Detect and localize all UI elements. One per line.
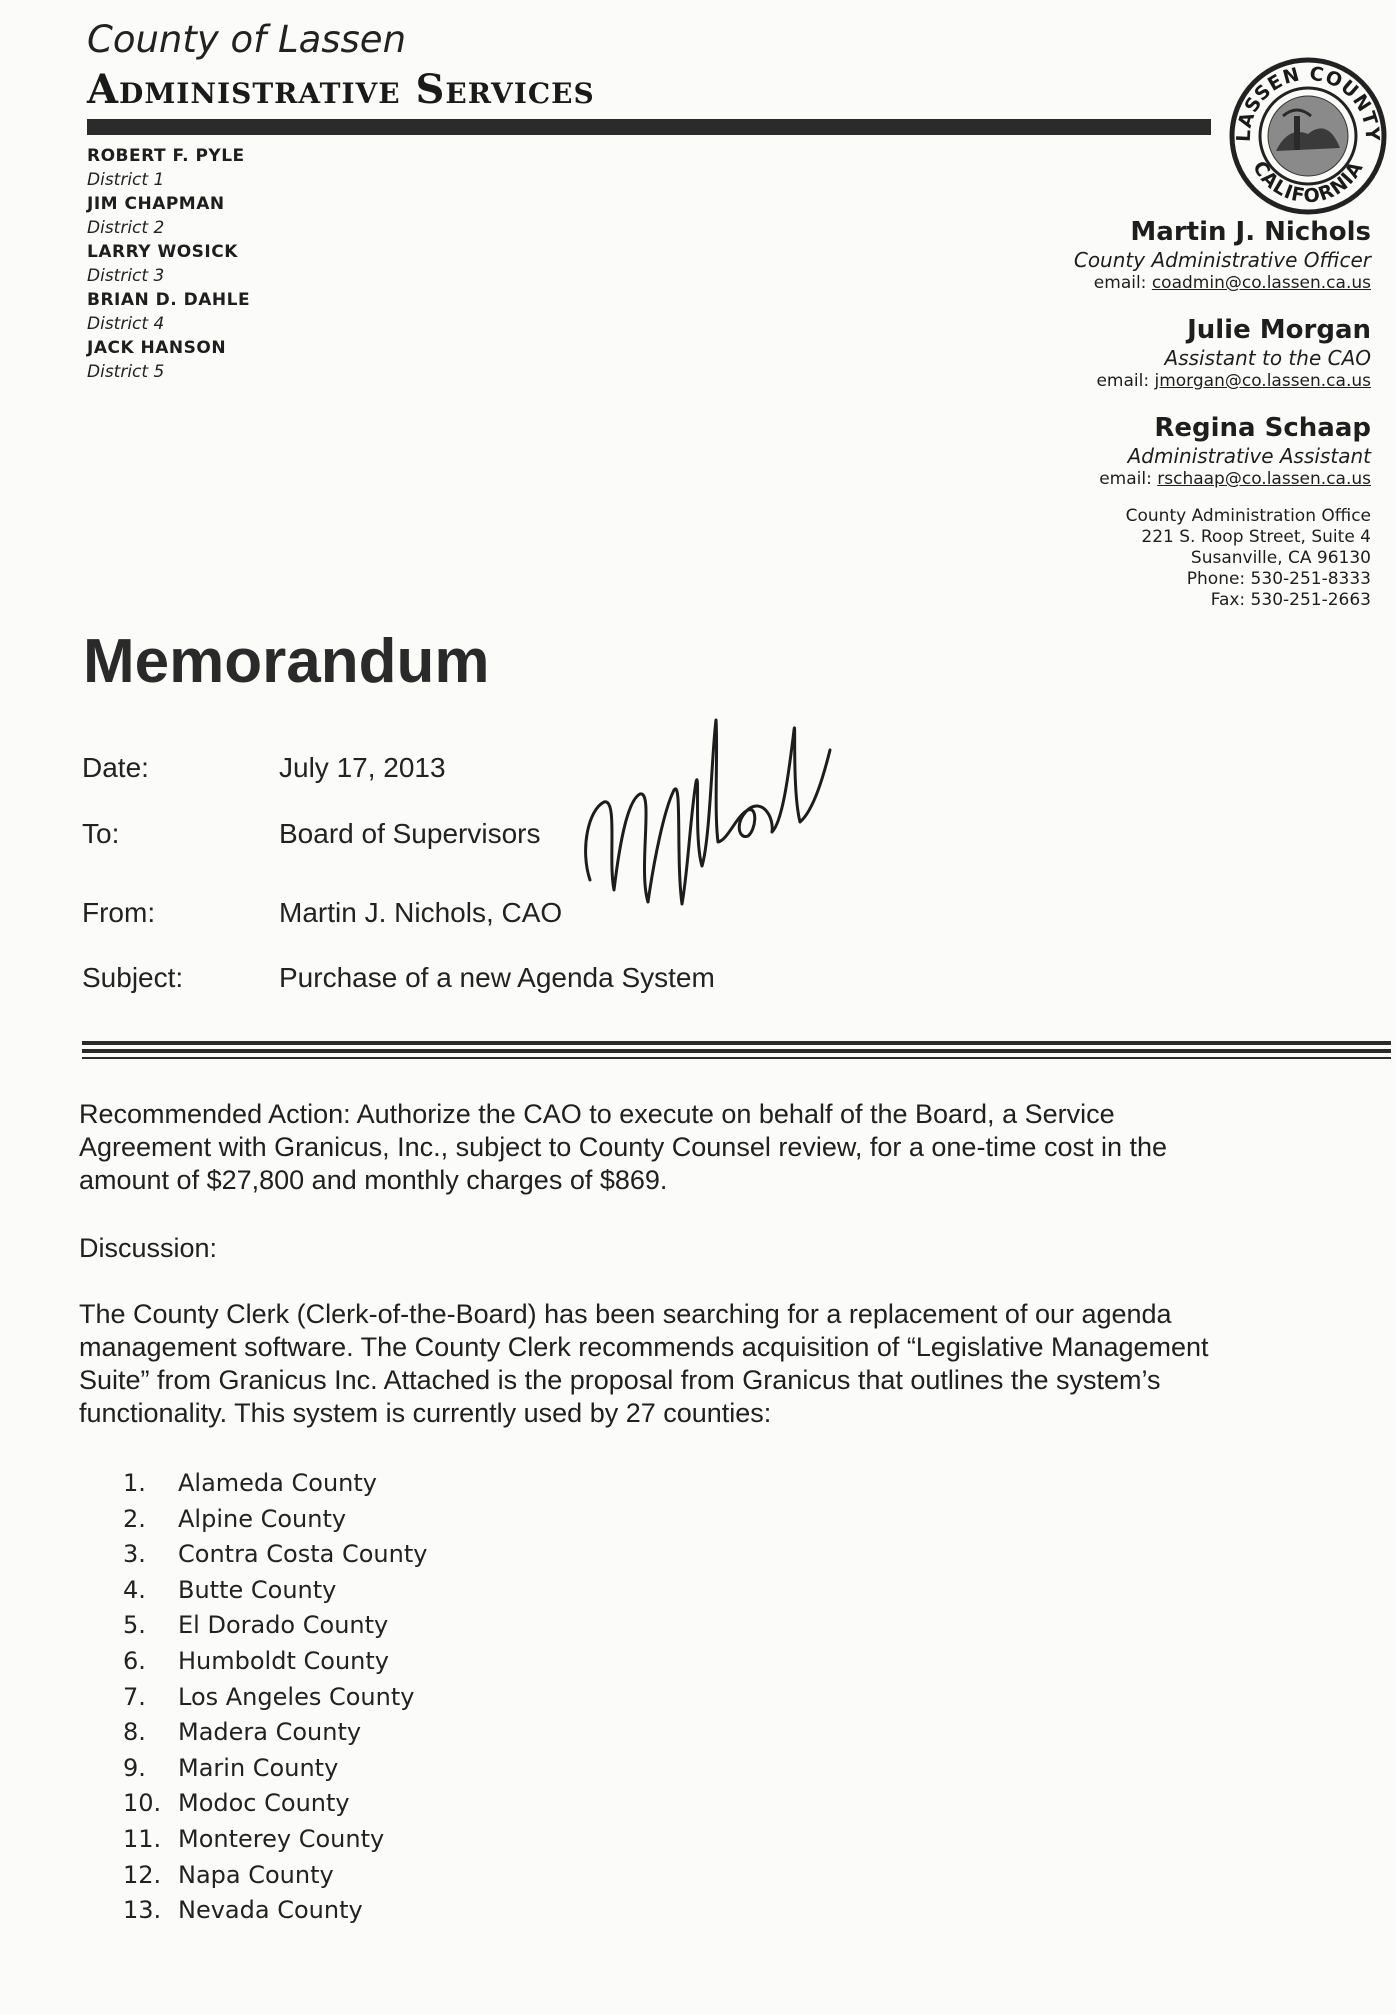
email-label: email: bbox=[1099, 469, 1152, 489]
text-line: Recommended Action: Authorize the CAO to execute on behalf of the Board, a Service bbox=[79, 1099, 1115, 1129]
list-number: 5. bbox=[123, 1611, 146, 1640]
staff-email-link[interactable]: rschaap@co.lassen.ca.us bbox=[1157, 469, 1371, 489]
county-name-item: Butte County bbox=[178, 1575, 337, 1604]
staff-block-assistant bbox=[1096, 314, 1371, 392]
list-number: 2. bbox=[123, 1504, 146, 1533]
list-number: 9. bbox=[123, 1753, 146, 1782]
discussion-label: Discussion: bbox=[79, 1233, 218, 1263]
board-member-district: District 5 bbox=[87, 362, 165, 382]
staff-name: Julie Morgan bbox=[1187, 315, 1371, 345]
staff-email-line bbox=[1074, 272, 1371, 294]
staff-name: Regina Schaap bbox=[1154, 413, 1371, 443]
list-item bbox=[123, 1786, 427, 1822]
list-item bbox=[123, 1573, 427, 1609]
list-number: 11. bbox=[123, 1824, 162, 1853]
email-label: email: bbox=[1096, 371, 1150, 391]
list-number: 12. bbox=[123, 1860, 162, 1889]
county-name-item: El Dorado County bbox=[178, 1611, 389, 1640]
text-line: functionality. This system is currently used by 27 counties: bbox=[79, 1398, 772, 1428]
list-number: 13. bbox=[123, 1896, 162, 1925]
staff-email-link[interactable]: jmorgan@co.lassen.ca.us bbox=[1154, 371, 1371, 391]
list-item bbox=[123, 1893, 427, 1929]
seal-top-text: LASSEN COUNTY bbox=[1232, 62, 1384, 143]
county-name: County of Lassen bbox=[87, 18, 407, 61]
header-rule bbox=[87, 119, 1211, 135]
list-number: 7. bbox=[123, 1682, 146, 1711]
office-fax: Fax: 530-251-2663 bbox=[1210, 590, 1371, 610]
board-member-name: BRIAN D. DAHLE bbox=[87, 290, 251, 310]
staff-title: County Administrative Officer bbox=[1073, 248, 1371, 272]
recommended-action bbox=[79, 1098, 1349, 1197]
county-seal bbox=[1228, 56, 1388, 216]
staff-title: Assistant to the CAO bbox=[1164, 346, 1371, 370]
staff-title: Administrative Assistant bbox=[1127, 444, 1371, 468]
staff-name: Martin J. Nichols bbox=[1130, 217, 1371, 247]
county-name-item: Contra Costa County bbox=[178, 1540, 428, 1569]
list-number: 3. bbox=[123, 1540, 146, 1569]
county-name-item: Napa County bbox=[178, 1860, 334, 1889]
list-item bbox=[123, 1608, 427, 1644]
seal-bottom-text: CALIFORNIA bbox=[1248, 157, 1368, 208]
discussion-paragraph bbox=[79, 1298, 1349, 1430]
text-line: amount of $27,800 and monthly charges of $869. bbox=[79, 1165, 668, 1195]
board-member-district: District 1 bbox=[87, 170, 165, 190]
list-item bbox=[123, 1537, 427, 1573]
board-member-name: JIM CHAPMAN bbox=[87, 194, 225, 214]
text-line: Agreement with Granicus, Inc., subject to County Counsel review, for a one-time cost in the bbox=[79, 1132, 1168, 1162]
office-street: 221 S. Roop Street, Suite 4 bbox=[1141, 527, 1371, 547]
divider-rule bbox=[82, 1057, 1391, 1059]
office-address bbox=[1126, 506, 1371, 611]
to-label: To: bbox=[82, 818, 120, 849]
staff-email-line bbox=[1099, 468, 1371, 490]
divider-rule bbox=[82, 1049, 1391, 1053]
board-member-district: District 3 bbox=[87, 266, 165, 286]
staff-email-line bbox=[1096, 370, 1371, 392]
date-value: July 17, 2013 bbox=[279, 752, 446, 783]
board-list bbox=[87, 144, 387, 384]
email-label: email: bbox=[1093, 273, 1147, 293]
county-name-item: Nevada County bbox=[178, 1896, 363, 1925]
board-member-district: District 4 bbox=[87, 314, 165, 334]
list-item bbox=[123, 1751, 427, 1787]
county-name-item: Los Angeles County bbox=[178, 1682, 415, 1711]
signature bbox=[578, 690, 838, 950]
staff-block-cao bbox=[1074, 216, 1371, 294]
board-member-name: LARRY WOSICK bbox=[87, 242, 238, 262]
subject-value: Purchase of a new Agenda System bbox=[279, 962, 715, 993]
list-number: 1. bbox=[123, 1469, 146, 1497]
divider-rule bbox=[82, 1041, 1391, 1045]
county-name-item: Monterey County bbox=[178, 1824, 385, 1853]
date-label: Date: bbox=[82, 752, 149, 783]
text-line: management software. The County Clerk recommends acquisition of “Legislative Management bbox=[79, 1332, 1209, 1362]
list-item bbox=[123, 1680, 427, 1716]
list-item bbox=[123, 1644, 427, 1680]
counties-list bbox=[123, 1466, 427, 1929]
office-city: Susanville, CA 96130 bbox=[1190, 548, 1371, 568]
text-line: Suite” from Granicus Inc. Attached is the proposal from Granicus that outlines the system’s bbox=[79, 1365, 1161, 1395]
list-number: 4. bbox=[123, 1575, 146, 1604]
list-item bbox=[123, 1858, 427, 1894]
list-number: 8. bbox=[123, 1718, 146, 1747]
county-name-item: Alpine County bbox=[178, 1504, 347, 1533]
list-number: 10. bbox=[123, 1789, 162, 1818]
board-member-name: JACK HANSON bbox=[87, 338, 227, 358]
from-label: From: bbox=[82, 897, 156, 928]
county-name-item: Marin County bbox=[178, 1753, 339, 1782]
staff-block-admin-assistant bbox=[1099, 412, 1371, 490]
county-name-item: Humboldt County bbox=[178, 1646, 389, 1675]
county-name-item: Modoc County bbox=[178, 1789, 350, 1818]
from-value: Martin J. Nichols, CAO bbox=[279, 897, 563, 928]
memo-heading: Memorandum bbox=[83, 627, 490, 696]
to-value: Board of Supervisors bbox=[279, 818, 541, 849]
office-phone: Phone: 530-251-8333 bbox=[1186, 569, 1371, 589]
list-item bbox=[123, 1466, 427, 1502]
department-name: Administrative Services bbox=[87, 66, 595, 113]
board-member-district: District 2 bbox=[87, 218, 165, 238]
list-number: 6. bbox=[123, 1646, 146, 1675]
text-line: The County Clerk (Clerk-of-the-Board) has been searching for a replacement of our agenda bbox=[79, 1299, 1172, 1329]
office-name: County Administration Office bbox=[1125, 506, 1371, 526]
list-item bbox=[123, 1715, 427, 1751]
county-name-item: Madera County bbox=[178, 1718, 362, 1747]
staff-email-link[interactable]: coadmin@co.lassen.ca.us bbox=[1151, 273, 1371, 293]
list-item bbox=[123, 1822, 427, 1858]
board-member-name: ROBERT F. PYLE bbox=[87, 146, 245, 166]
subject-label: Subject: bbox=[82, 962, 184, 993]
list-item bbox=[123, 1502, 427, 1538]
county-name-item: Alameda County bbox=[178, 1469, 377, 1497]
